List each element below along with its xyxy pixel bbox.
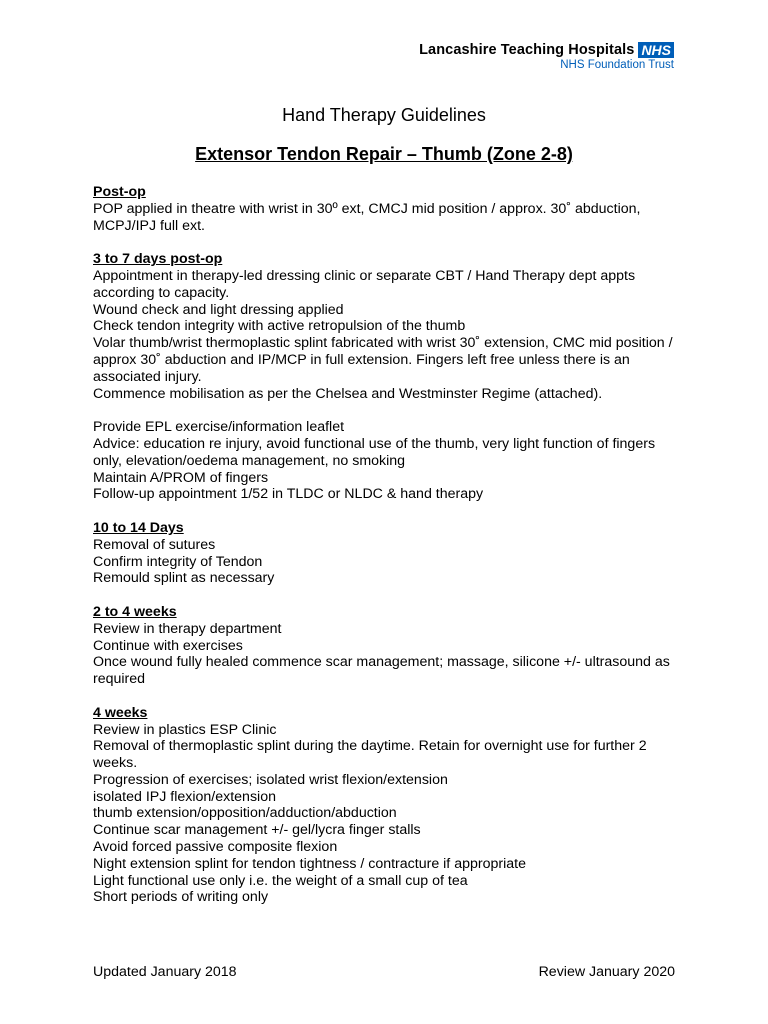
section-line: Provide EPL exercise/information leaflet [93,419,345,436]
org-name: Lancashire Teaching Hospitals [419,42,635,58]
section-line: Once wound fully healed commence scar management; massage, silicone +/- ultrasound as required [93,654,670,688]
footer [93,964,675,980]
section-line: Review in therapy department [93,620,282,637]
section-heading: 2 to 4 weeks [93,603,177,620]
guideline-content [93,184,683,923]
section [93,419,683,503]
nhs-logo: NHS [638,42,674,58]
trust-name: NHS Foundation Trust [560,59,674,71]
section [93,705,683,907]
section-heading: 10 to 14 Days [93,519,184,536]
section-line: Appointment in therapy-led dressing clinic or separate CBT / Hand Therapy dept appts according to capacity. [93,267,636,301]
document-title: Hand Therapy Guidelines [282,105,486,125]
section-line: Maintain A/PROM of fingers [93,469,269,486]
section-line: Removal of thermoplastic splint during the daytime. Retain for overnight use for further 2 weeks. [93,738,647,772]
section [93,184,683,234]
section-line: Avoid forced passive composite flexion [93,839,338,856]
section-line: Night extension splint for tendon tightness / contracture if appropriate [93,855,526,872]
section [93,604,683,688]
section-heading: 4 weeks [93,704,148,721]
section-line: Follow-up appointment 1/52 in TLDC or NLDC & hand therapy [93,486,484,503]
org-header [419,42,674,71]
section-line: Remould splint as necessary [93,570,275,587]
section-line: Removal of sutures [93,536,216,553]
section-line: Review in plastics ESP Clinic [93,721,277,738]
review-date: Review January 2020 [538,964,675,980]
section-heading: 3 to 7 days post-op [93,251,223,268]
section-line: Short periods of writing only [93,889,269,906]
section-line: Check tendon integrity with active retropulsion of the thumb [93,318,466,335]
section-line: Confirm integrity of Tendon [93,553,263,570]
updated-date: Updated January 2018 [93,964,237,980]
org-name-row [419,42,674,58]
section-line: Advice: education re injury, avoid functional use of the thumb, very light function of fingers only, elevation/oedema management, no smoking [93,435,656,469]
document-subtitle: Extensor Tendon Repair – Thumb (Zone 2-8) [195,144,573,164]
section-line: thumb extension/opposition/adduction/abduction [93,805,397,822]
section-line: Volar thumb/wrist thermoplastic splint fabricated with wrist 30˚ extension, CMC mid position / approx 30˚ abduction and IP/MCP in full extension. Fingers left free unless there is an associated injury. [93,335,673,385]
section-line: Commence mobilisation as per the Chelsea and Westminster Regime (attached). [93,385,603,402]
section-line: Progression of exercises; isolated wrist flexion/extension [93,771,448,788]
section-line: Continue scar management +/- gel/lycra finger stalls [93,822,421,839]
section-line: isolated IPJ flexion/extension [93,788,276,805]
section-line: Wound check and light dressing applied [93,301,344,318]
section [93,520,683,587]
section-line: Light functional use only i.e. the weight of a small cup of tea [93,872,468,889]
section [93,251,683,402]
section-heading: Post-op [93,184,146,200]
section-line: Continue with exercises [93,637,243,654]
section-line: POP applied in theatre with wrist in 30º ext, CMCJ mid position / approx. 30˚ abduction, MCPJ/IPJ full ext. [93,200,641,234]
